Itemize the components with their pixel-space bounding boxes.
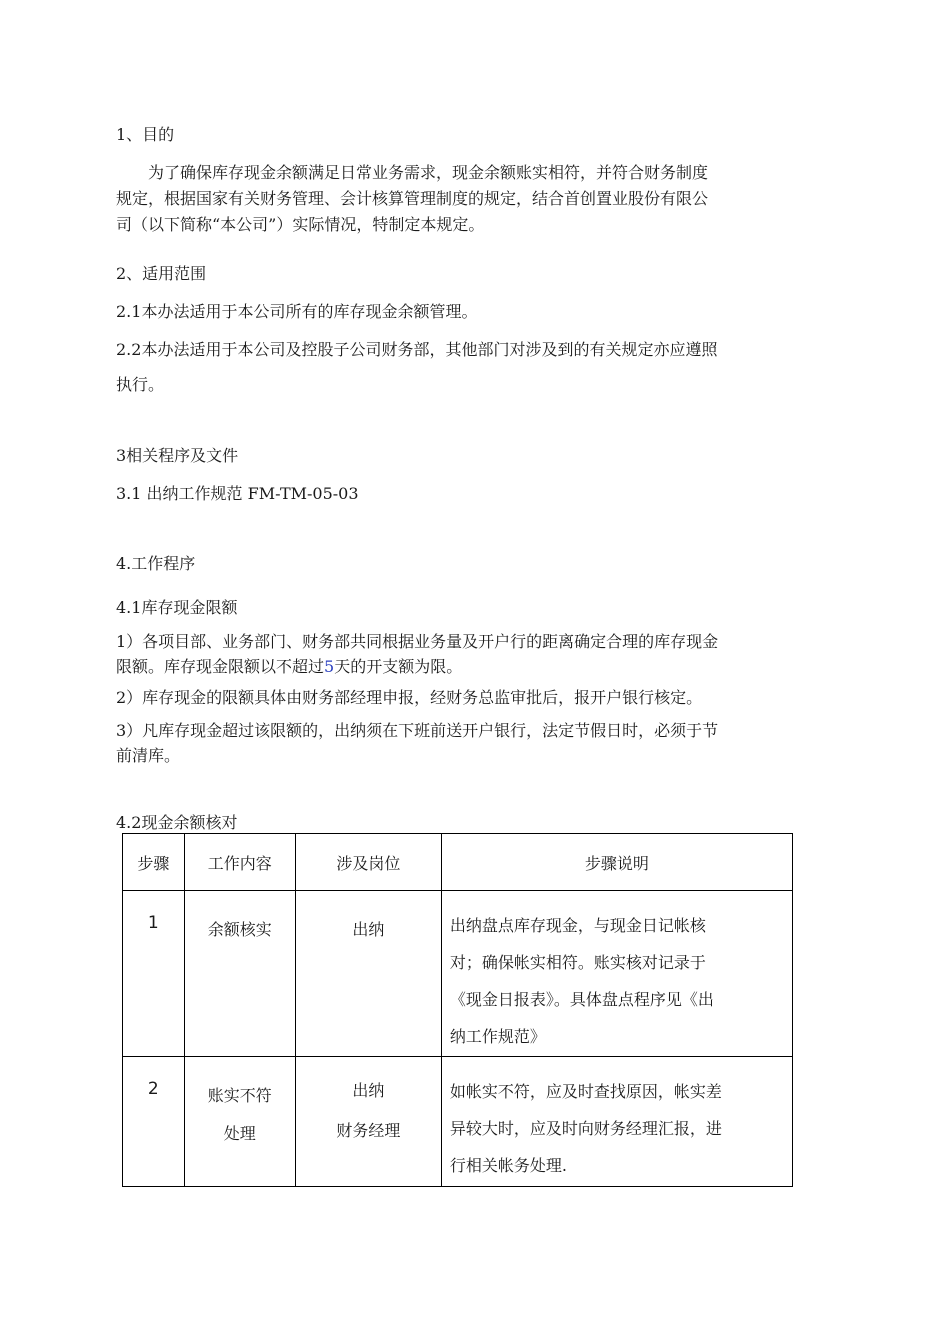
table-header-row — [123, 834, 793, 891]
position-line: 财务经理 — [336, 1121, 401, 1140]
section-1-body-line-1: 为了确保库存现金余额满足日常业务需求，现金余额账实相符，并符合财务制度 — [148, 163, 709, 182]
limit-text-post: 天的开支额为限。 — [334, 657, 463, 676]
description-line: 对；确保帐实相符。账实核对记录于 — [449, 953, 706, 972]
section-1-title: 1、目的 — [116, 125, 175, 144]
work-content-cell — [184, 1057, 295, 1187]
limit-text-pre: 限额。库存现金限额以不超过 — [116, 657, 325, 676]
description-line: 出纳盘点库存现金，与现金日记帐核 — [449, 916, 706, 935]
description-line: 行相关帐务处理. — [449, 1156, 567, 1175]
section-2-1: 2.1本办法适用于本公司所有的库存现金余额管理。 — [116, 302, 478, 321]
section-4-2-title: 4.2现金余额核对 — [116, 813, 238, 832]
section-4-1-item-2: 2）库存现金的限额具体由财务部经理申报，经财务总监审批后，报开户银行核定。 — [116, 688, 703, 707]
section-4-1-item-3-line-2: 前清库。 — [116, 746, 181, 765]
description-line: 纳工作规范》 — [449, 1027, 546, 1046]
section-2-title: 2、适用范围 — [116, 264, 207, 283]
header-step: 步骤 — [123, 834, 185, 891]
section-4-1-item-1-line-2 — [116, 656, 462, 678]
positions-cell — [295, 1057, 441, 1187]
section-2-2-line-2: 执行。 — [116, 375, 165, 394]
section-4-1-title: 4.1库存现金限额 — [116, 598, 238, 617]
section-3-title: 3相关程序及文件 — [116, 446, 239, 465]
header-positions: 涉及岗位 — [295, 834, 441, 891]
header-step-description: 步骤说明 — [441, 834, 792, 891]
section-4-1-item-1-line-1: 1）各项目部、业务部门、财务部共同根据业务量及开户行的距离确定合理的库存现金 — [116, 632, 719, 651]
work-content-line: 余额核实 — [207, 920, 272, 939]
table-row — [123, 1057, 793, 1187]
section-2-2-line-1: 2.2本办法适用于本公司及控股子公司财务部，其他部门对涉及到的有关规定亦应遵照 — [116, 340, 718, 359]
header-work-content: 工作内容 — [184, 834, 295, 891]
position-line: 出纳 — [352, 1081, 385, 1100]
table-row — [123, 891, 793, 1057]
section-1-body-line-2: 规定，根据国家有关财务管理、会计核算管理制度的规定，结合首创置业股份有限公 — [116, 189, 709, 208]
cash-reconciliation-table — [122, 833, 793, 1187]
section-1-body-line-3: 司（以下简称“本公司”）实际情况，特制定本规定。 — [116, 215, 485, 234]
positions-cell — [295, 891, 441, 1057]
step-number: 1 — [123, 891, 185, 1057]
description-cell — [441, 1057, 792, 1187]
description-cell — [441, 891, 792, 1057]
description-line: 异较大时，应及时向财务经理汇报，进 — [449, 1119, 722, 1138]
section-3-1: 3.1 出纳工作规范 FM-TM-05-03 — [116, 484, 359, 503]
description-line: 如帐实不符，应及时查找原因，帐实差 — [449, 1082, 722, 1101]
section-4-1-item-3-line-1: 3）凡库存现金超过该限额的，出纳须在下班前送开户银行，法定节假日时，必须于节 — [116, 721, 719, 740]
work-content-line: 处理 — [223, 1124, 256, 1143]
limit-days-number: 5 — [324, 657, 335, 676]
step-number: 2 — [123, 1057, 185, 1187]
position-line: 出纳 — [352, 920, 385, 939]
work-content-cell — [184, 891, 295, 1057]
description-line: 《现金日报表》。具体盘点程序见《出 — [449, 990, 714, 1009]
section-4-title: 4.工作程序 — [116, 554, 196, 573]
work-content-line: 账实不符 — [207, 1086, 272, 1105]
